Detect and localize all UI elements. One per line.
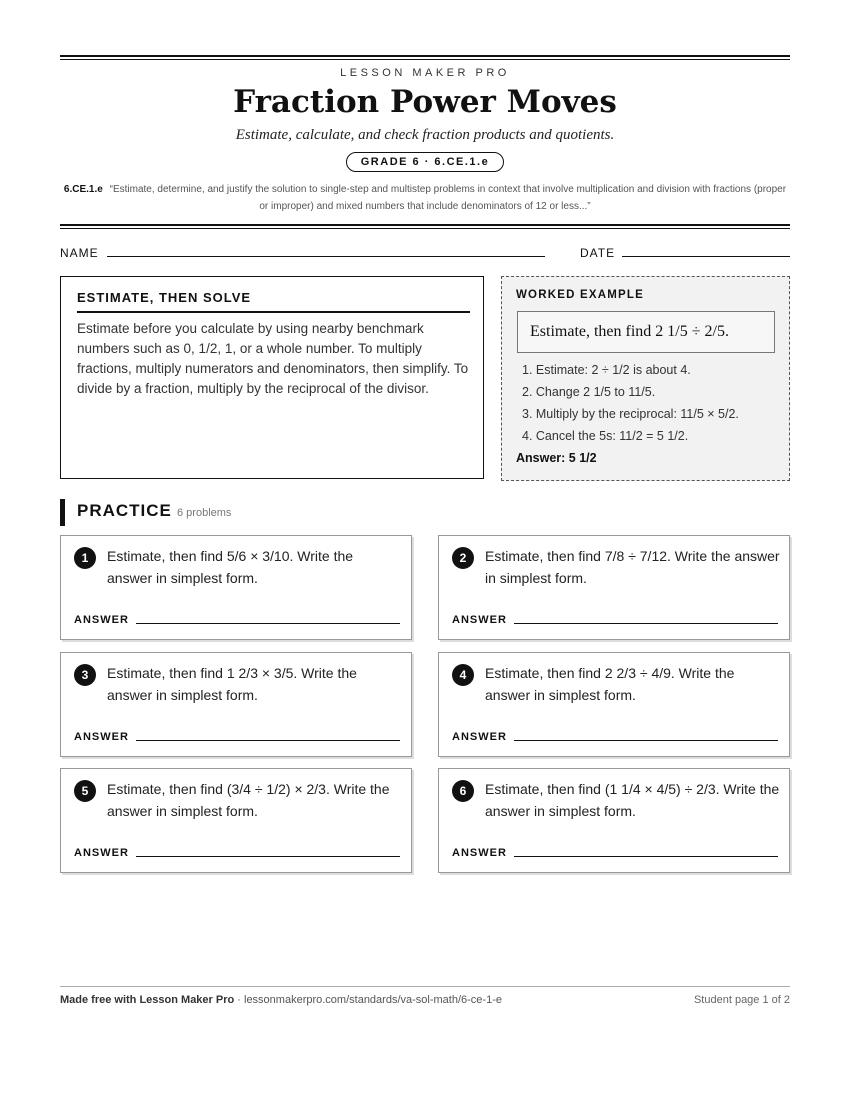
worksheet-title: Fraction Power Moves — [233, 84, 617, 120]
answer-label: ANSWER — [74, 614, 129, 626]
problem-text: Estimate, then find 7/8 ÷ 7/12. Write the answer in simplest form. — [485, 548, 780, 586]
standard-statement — [60, 181, 790, 215]
answer-field[interactable] — [514, 856, 778, 857]
problem-text: Estimate, then find 2 2/3 ÷ 4/9. Write the answer in simplest form. — [485, 665, 735, 703]
problem-card-4 — [438, 652, 790, 757]
answer-field[interactable] — [136, 740, 400, 741]
problem-number: 1 — [74, 547, 96, 569]
problem-number: 5 — [74, 780, 96, 802]
answer-label: ANSWER — [452, 614, 507, 626]
problem-card-1 — [60, 535, 412, 640]
name-label: NAME — [60, 246, 99, 260]
problem-number: 3 — [74, 664, 96, 686]
problem-text: Estimate, then find (1 1/4 × 4/5) ÷ 2/3. Write the answer in simplest form. — [485, 781, 780, 819]
worked-example-steps — [516, 359, 786, 447]
footer-made-with: Made free with Lesson Maker Pro — [60, 994, 235, 1006]
problem-card-3 — [60, 652, 412, 757]
answer-field[interactable] — [514, 740, 778, 741]
estimate-heading: ESTIMATE, THEN SOLVE — [77, 290, 470, 313]
problem-card-6 — [438, 768, 790, 873]
practice-count: 6 problems — [177, 507, 232, 519]
estimate-then-solve-box — [60, 276, 484, 479]
answer-field[interactable] — [136, 623, 400, 624]
worked-example-step: 3. Multiply by the reciprocal: 11/5 × 5/2. — [522, 407, 739, 421]
answer-label: ANSWER — [452, 731, 507, 743]
worked-example-step: 2. Change 2 1/5 to 11/5. — [522, 385, 656, 399]
name-field[interactable] — [107, 256, 545, 257]
estimate-instructions: Estimate before you calculate by using nearby benchmark numbers such as 0, 1/2, 1, or a whole number. To multiply fractions, multiply numerators and denominators, then simplify. To divide by a fraction, multiply by the reciprocal of the divisor. — [77, 321, 469, 396]
practice-accent-bar — [60, 499, 65, 526]
footer-credit — [60, 994, 502, 1006]
problem-number: 2 — [452, 547, 474, 569]
worksheet-subtitle: Estimate, calculate, and check fraction products and quotients. — [235, 127, 615, 143]
problem-card-2 — [438, 535, 790, 640]
header-bottom-rule — [60, 224, 790, 226]
practice-title: PRACTICE — [77, 501, 172, 520]
footer-page-number: Student page 1 of 2 — [693, 994, 790, 1006]
worked-example-answer: Answer: 5 1/2 — [516, 451, 597, 465]
worked-example-box — [501, 276, 790, 481]
footer-url[interactable]: · lessonmakerpro.com/standards/va-sol-math/6-ce-1-e — [234, 994, 502, 1006]
problem-text: Estimate, then find (3/4 ÷ 1/2) × 2/3. Write the answer in simplest form. — [107, 781, 390, 819]
problem-text: Estimate, then find 1 2/3 × 3/5. Write the answer in simplest form. — [107, 665, 357, 703]
problem-number: 4 — [452, 664, 474, 686]
date-label: DATE — [580, 246, 616, 260]
header-top-rule — [60, 55, 790, 57]
worked-example-heading: WORKED EXAMPLE — [516, 289, 644, 301]
brand-name: LESSON MAKER PRO — [340, 67, 510, 79]
problem-number: 6 — [452, 780, 474, 802]
standard-text: “Estimate, determine, and justify the solution to single-step and multistep problems in context that involve multiplication and division with fractions (proper or improper) and mixed numbers that include denominators of 12 or less...” — [109, 184, 787, 212]
footer-rule — [60, 986, 790, 987]
worksheet-page — [60, 0, 790, 1100]
problem-card-5 — [60, 768, 412, 873]
answer-label: ANSWER — [74, 731, 129, 743]
problem-text: Estimate, then find 5/6 × 3/10. Write the answer in simplest form. — [107, 548, 354, 586]
worked-example-step: 4. Cancel the 5s: 11/2 = 5 1/2. — [522, 429, 689, 443]
worked-example-step: 1. Estimate: 2 ÷ 1/2 is about 4. — [522, 363, 691, 377]
answer-field[interactable] — [514, 623, 778, 624]
worked-example-prompt: Estimate, then find 2 1/5 ÷ 2/5. — [517, 311, 775, 353]
grade-badge: GRADE 6 · 6.CE.1.e — [346, 152, 504, 172]
answer-label: ANSWER — [452, 847, 507, 859]
standard-code: 6.CE.1.e — [63, 184, 103, 195]
date-field[interactable] — [622, 256, 790, 257]
answer-field[interactable] — [136, 856, 400, 857]
answer-label: ANSWER — [74, 847, 129, 859]
